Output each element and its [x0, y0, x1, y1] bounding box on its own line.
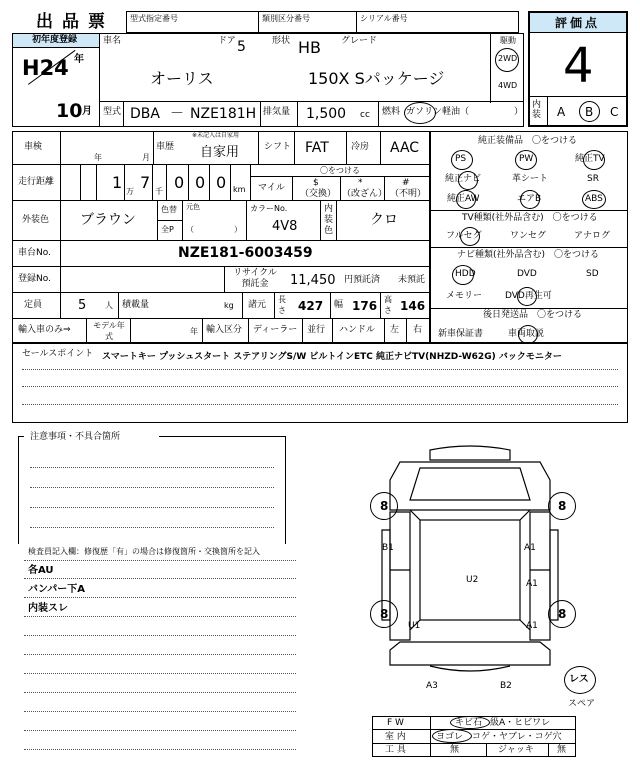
damage-a1-mid: A1 [526, 579, 538, 589]
damage-a3: A3 [426, 681, 438, 691]
chassis-number: NZE181-6003459 [178, 245, 313, 261]
damage-b1: B1 [382, 543, 394, 553]
note-item-2: バンパー下A [28, 584, 86, 595]
body-shape: HB [298, 38, 322, 57]
damage-u2: U2 [466, 575, 479, 585]
first-reg-label: 初年度登録 [32, 35, 78, 45]
interior-label: 内装 [532, 100, 542, 120]
damage-a1-upper: A1 [524, 543, 536, 553]
door-count: 5 [237, 39, 246, 55]
model-type-no-label: 型式指定番号 [130, 14, 178, 23]
tire-rear-left: 8 [380, 607, 389, 621]
mileage-digit-2: 1 [112, 173, 123, 192]
mileage-digit-4: 0 [174, 173, 185, 192]
header-id-row [126, 11, 519, 33]
spare-tire-value: レス [569, 674, 589, 685]
interior-c: C [610, 105, 619, 119]
interior-color: クロ [370, 212, 398, 228]
exterior-color: ブラウン [80, 212, 136, 228]
fw-value: キビ石 [455, 718, 483, 728]
mileage-digit-5: 0 [195, 173, 206, 192]
note-item-1: 各AU [28, 565, 54, 576]
class-no-label: 類別区分番号 [262, 14, 310, 23]
drive-4wd: 4WD [498, 81, 518, 90]
first-reg-month: 10 [56, 100, 83, 122]
displacement: 1,500 [306, 106, 347, 122]
ac-type: AAC [390, 140, 420, 156]
car-name: オーリス [150, 69, 214, 88]
shift-type: FAT [305, 140, 329, 156]
damage-u1: U1 [408, 621, 421, 631]
grade-name: 150X Sパッケージ [308, 69, 445, 88]
damage-a1-lower: A1 [526, 621, 538, 631]
tools-value: 無 [450, 745, 460, 755]
jack-value: 無 [557, 745, 567, 755]
notes-label: 注意事項・不具合箇所 [30, 432, 121, 442]
inspector-label: 検査員記入欄：修復歴「有」の場合は修復箇所・交換箇所を記入 [28, 547, 260, 556]
form-title: 出品票 [36, 12, 114, 32]
spare-label: スペア [568, 699, 596, 709]
car-history: 自家用 [200, 145, 240, 160]
fuel-type: ガソリン [406, 107, 443, 117]
mileage-digit-6: 0 [216, 173, 227, 192]
width: 176 [352, 299, 378, 313]
mileage-digit-3: 7 [140, 173, 151, 192]
selling-points-text: スマートキー プッシュスタート ステアリングS/W ビルトインETC 純正ナビTV(NHZD-W62G) バックモニター [102, 352, 562, 362]
color-number: 4V8 [272, 219, 298, 234]
model-code: NZE181H [190, 106, 257, 122]
rating-label: 評価点 [555, 16, 601, 30]
serial-no-label: シリアル番号 [360, 14, 408, 23]
car-damage-diagram [360, 440, 580, 680]
tire-front-left: 8 [380, 499, 389, 513]
interior-b: B [585, 105, 594, 119]
drive-2wd: 2WD [498, 54, 518, 63]
interior-b-circle [579, 101, 600, 122]
height: 146 [400, 299, 426, 313]
interior-a: A [557, 105, 566, 119]
recycle-amount: 11,450 [290, 273, 336, 288]
tire-rear-right: 8 [558, 607, 567, 621]
note-item-3: 内装スレ [28, 603, 68, 614]
rating-value: 4 [563, 38, 594, 94]
model-prefix: DBA [130, 106, 160, 122]
tire-front-right: 8 [558, 499, 567, 513]
first-reg-year: H24 [22, 56, 69, 80]
interior-condition: ヨゴレ [436, 732, 464, 742]
damage-b2: B2 [500, 681, 512, 691]
capacity: 5 [78, 298, 87, 313]
length: 427 [298, 299, 324, 313]
